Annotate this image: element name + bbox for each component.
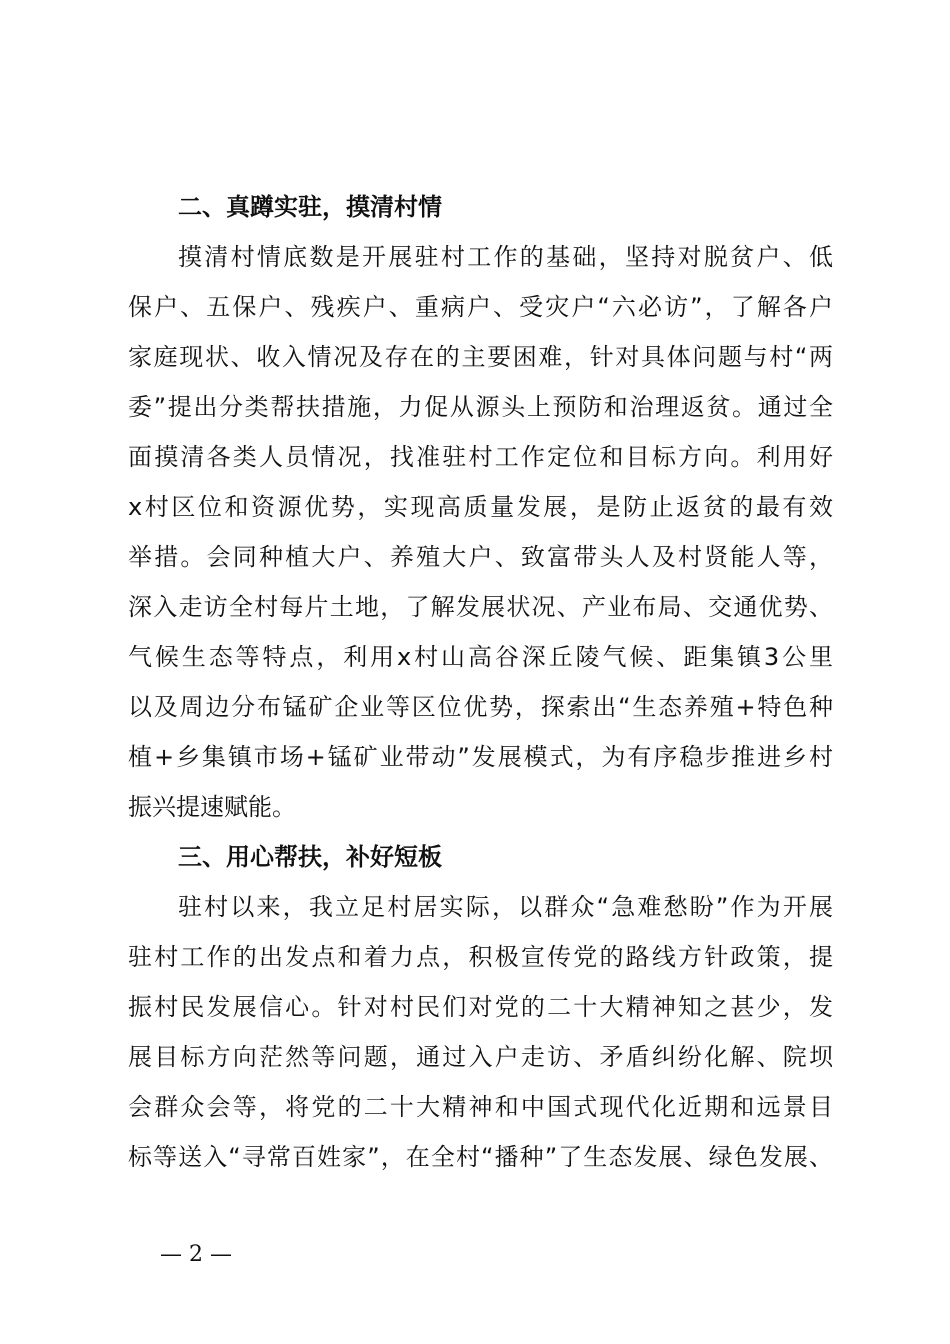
text-line: 标等送入“寻常百姓家”，在全村“播种”了生态发展、绿色发展、 (128, 1143, 833, 1171)
section-heading: 三、用心帮扶，补好短板 (178, 843, 442, 871)
section-2 (128, 182, 833, 832)
text-line: 驻村工作的出发点和着力点，积极宣传党的路线方针政策，提 (128, 943, 833, 971)
text-line: 深入走访全村每片土地，了解发展状况、产业布局、交通优势、 (128, 593, 833, 621)
text-line: 气候生态等特点，利用x村山高谷深丘陵气候、距集镇3公里 (128, 643, 833, 671)
text-line: 展目标方向茫然等问题，通过入户走访、矛盾纠纷化解、院坝 (128, 1043, 833, 1071)
document-body (128, 182, 833, 1182)
text-line: 植+乡集镇市场+锰矿业带动”发展模式，为有序稳步推进乡村 (128, 743, 833, 771)
text-line: 摸清村情底数是开展驻村工作的基础，坚持对脱贫户、低 (178, 243, 833, 271)
text-line: 以及周边分布锰矿企业等区位优势，探索出“生态养殖+特色种 (128, 693, 833, 721)
section-heading: 二、真蹲实驻，摸清村情 (178, 193, 442, 221)
text-line: 驻村以来，我立足村居实际，以群众“急难愁盼”作为开展 (178, 893, 833, 921)
section-3 (128, 832, 833, 1182)
text-line: x村区位和资源优势，实现高质量发展，是防止返贫的最有效 (128, 493, 833, 521)
text-line: 面摸清各类人员情况，找准驻村工作定位和目标方向。利用好 (128, 443, 833, 471)
paragraph (128, 882, 833, 1182)
paragraph (128, 232, 833, 832)
page-number: — 2 — (160, 1242, 232, 1267)
text-line: 会群众会等，将党的二十大精神和中国式现代化近期和远景目 (128, 1093, 833, 1121)
text-line: 举措。会同种植大户、养殖大户、致富带头人及村贤能人等， (128, 543, 833, 571)
text-line: 振村民发展信心。针对村民们对党的二十大精神知之甚少，发 (128, 993, 833, 1021)
text-line: 委”提出分类帮扶措施，力促从源头上预防和治理返贫。通过全 (128, 393, 833, 421)
text-line: 保户、五保户、残疾户、重病户、受灾户“六必访”，了解各户 (128, 293, 833, 321)
text-line: 家庭现状、收入情况及存在的主要困难，针对具体问题与村“两 (128, 343, 833, 371)
text-line: 振兴提速赋能。 (128, 793, 296, 821)
